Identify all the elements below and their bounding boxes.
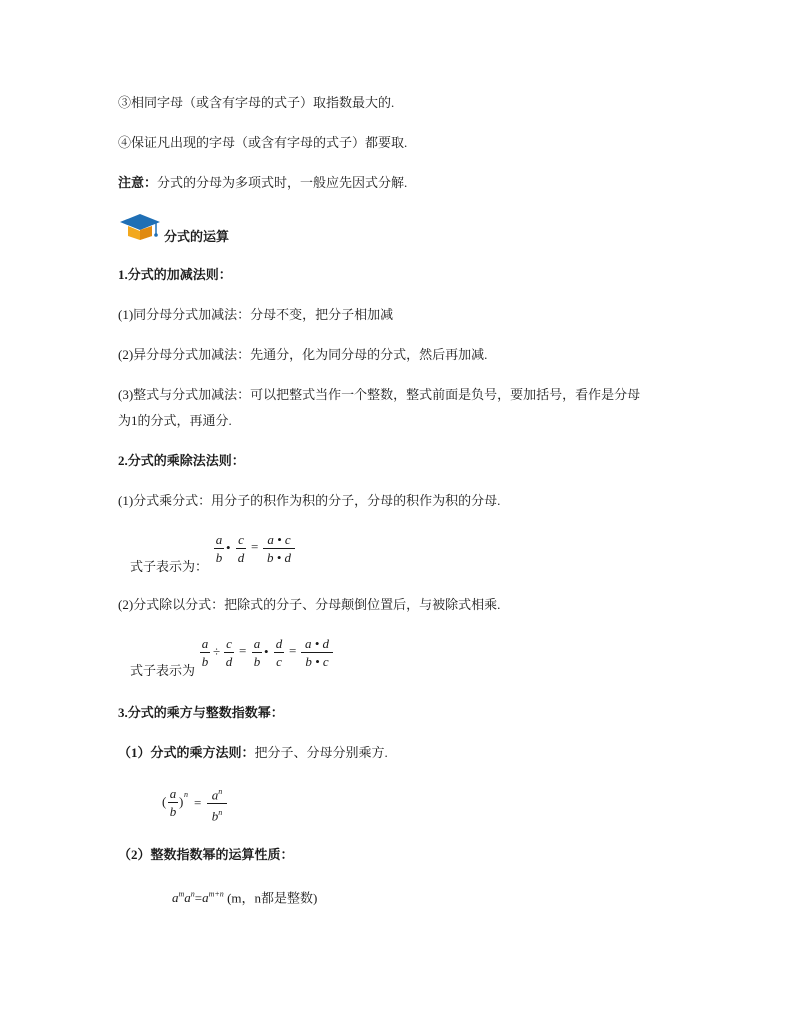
dot-op: • xyxy=(264,644,269,659)
num-a: a xyxy=(215,532,223,547)
equals-op: = xyxy=(239,643,247,658)
equals-op: = xyxy=(251,539,259,554)
rule-c1-text: 把分子、分母分别乘方. xyxy=(254,745,388,760)
am-plus-n: $a^{m+n}$ xyxy=(202,890,224,906)
am: $a^m$ xyxy=(172,890,185,906)
note-line xyxy=(118,174,407,192)
equals-op: = xyxy=(194,795,202,810)
num-a: a xyxy=(169,786,177,801)
num-d: d xyxy=(275,636,283,651)
equals-op: = xyxy=(194,890,203,906)
den-bn: $b^n$ xyxy=(211,808,223,824)
line-rule-4: ④保证凡出现的字母（或含有字母的式子）都要取. xyxy=(118,135,408,150)
exponent-note: (m，n都是整数) xyxy=(227,890,318,906)
num-ad: a • d xyxy=(304,636,330,651)
den-bd: b • d xyxy=(266,550,292,565)
note-label: 注意： xyxy=(118,175,158,190)
formula-label-2: 式子表示为 xyxy=(130,663,196,678)
exp-n: n xyxy=(184,790,188,799)
den-b: b xyxy=(169,804,177,819)
den-c: c xyxy=(276,654,282,669)
rule-c2: （2）整数指数幂的运算性质： xyxy=(118,847,294,862)
rule-c1 xyxy=(118,744,388,762)
equals-op: = xyxy=(289,643,297,658)
rule-a3-line2: 为1的分式，再通分. xyxy=(118,413,232,428)
den-b: b xyxy=(253,654,261,669)
rule-c1-label: （1）分式的乘方法则： xyxy=(118,745,255,760)
section-title: 分式的运算 xyxy=(164,229,230,244)
num-a: a xyxy=(201,636,209,651)
num-a: a xyxy=(253,636,261,651)
dot-op: • xyxy=(226,540,231,555)
an: $a^n$ xyxy=(184,890,195,906)
heading-2: 2.分式的乘除法法则： xyxy=(118,453,245,468)
rule-b2: (2)分式除以分式：把除式的分子、分母颠倒位置后，与被除式相乘. xyxy=(118,597,501,612)
line-rule-3: ③相同字母（或含有字母的式子）取指数最大的. xyxy=(118,95,395,110)
num-c: c xyxy=(226,636,232,651)
note-text: 分式的分母为多项式时，一般应先因式分解. xyxy=(157,175,408,190)
den-bc: b • c xyxy=(305,654,329,669)
den-d: d xyxy=(237,550,245,565)
den-b: b xyxy=(215,550,223,565)
rule-a2: (2)异分母分式加减法：先通分，化为同分母的分式，然后再加减. xyxy=(118,347,488,362)
formula-exponent xyxy=(172,886,317,907)
num-an: $a^n$ xyxy=(211,787,223,803)
right-paren: ) xyxy=(179,794,184,809)
rule-a3-line1: (3)整式与分式加减法：可以把整式当作一个整数，整式前面是负号，要加括号，看作是分母 xyxy=(118,387,641,402)
heading-1: 1.分式的加减法则： xyxy=(118,267,232,282)
graduation-cap-icon xyxy=(118,210,162,242)
left-paren: ( xyxy=(162,794,167,809)
formula-label-1: 式子表示为： xyxy=(130,559,209,574)
divide-op: ÷ xyxy=(213,644,221,659)
heading-3: 3.分式的乘方与整数指数幂： xyxy=(118,705,284,720)
den-d: d xyxy=(225,654,233,669)
num-ac: a • c xyxy=(267,532,291,547)
rule-a1: (1)同分母分式加减法：分母不变，把分子相加减 xyxy=(118,307,394,322)
den-b: b xyxy=(201,654,209,669)
num-c: c xyxy=(238,532,244,547)
rule-b1: (1)分式乘分式：用分子的积作为积的分子，分母的积作为积的分母. xyxy=(118,493,501,508)
